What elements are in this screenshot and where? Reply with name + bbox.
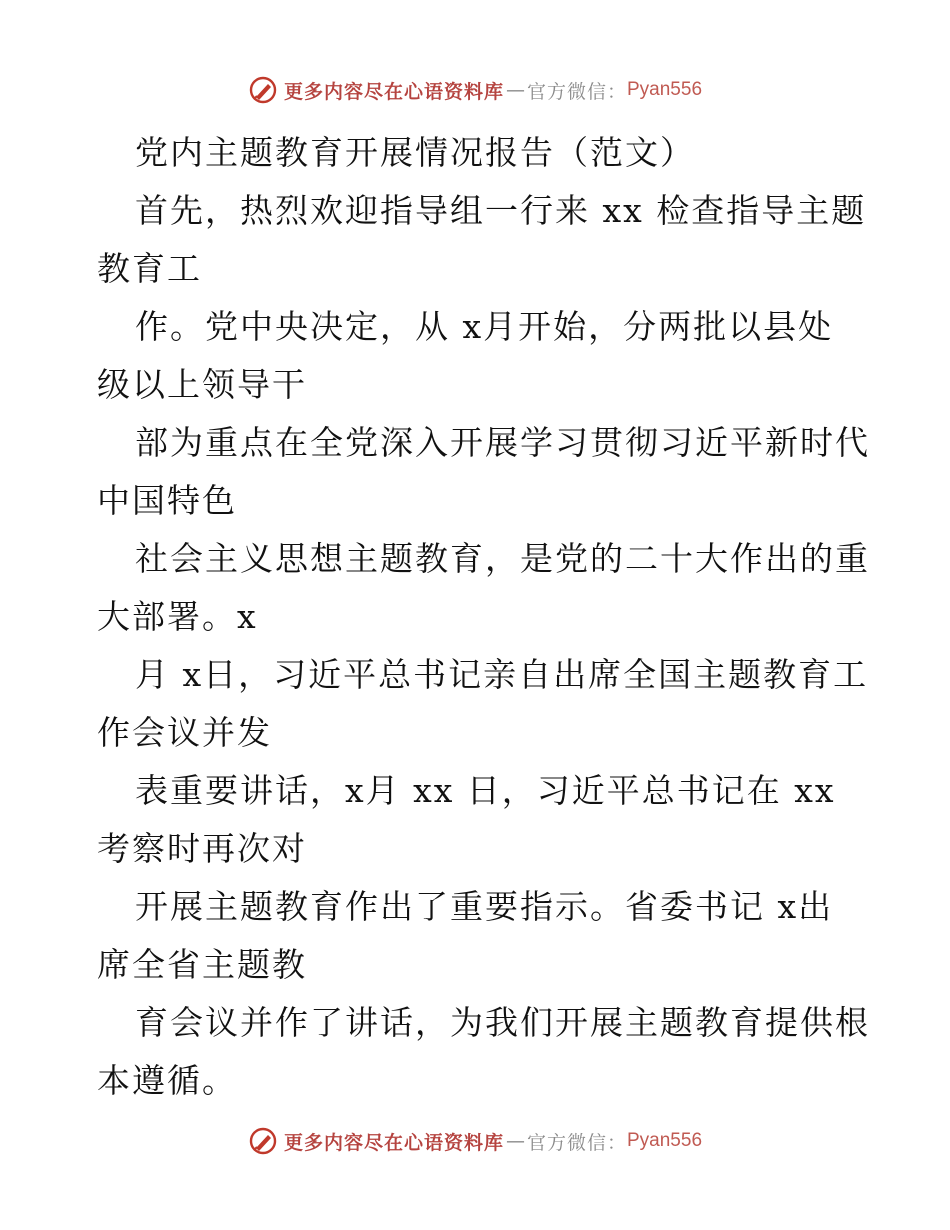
footer-dash: —: [505, 1130, 525, 1152]
header-wechat-id: Pyan556: [627, 79, 703, 100]
paragraph-line: 育会议并作了讲话，为我们开展主题教育提供根: [135, 1003, 870, 1042]
footer-banner: [0, 1121, 950, 1161]
footer-wechat-label: 官方微信：: [526, 1131, 627, 1154]
document-body: [97, 124, 870, 1110]
paragraph-line: 首先，热烈欢迎指导组一行来 xx 检查指导主题: [135, 191, 867, 230]
header-dash: —: [505, 79, 525, 101]
paragraph-line: 作会议并发: [97, 713, 272, 752]
paragraph-line: 社会主义思想主题教育，是党的二十大作出的重: [135, 539, 870, 578]
paragraph-line: 作。党中央决定，从 x月开始，分两批以县处: [135, 307, 834, 346]
header-wechat-label: 官方微信：: [526, 80, 627, 103]
footer-wechat-id: Pyan556: [627, 1130, 703, 1151]
paragraph-line: 月 x日，习近平总书记亲自出席全国主题教育工: [135, 655, 869, 694]
paragraph-line: 本遵循。: [97, 1061, 237, 1100]
paragraph-line: 部为重点在全党深入开展学习贯彻习近平新时代: [135, 423, 870, 462]
footer-promo-text: 更多内容尽在心语资料库: [283, 1131, 504, 1154]
paragraph-line: 中国特色: [97, 481, 237, 520]
paragraph-line: 教育工: [97, 249, 202, 288]
header-promo-text: 更多内容尽在心语资料库: [283, 80, 504, 103]
quill-logo-icon: [248, 1126, 278, 1156]
paragraph-line: 级以上领导干: [97, 365, 307, 404]
paragraph-line: 大部署。x: [97, 597, 258, 636]
paragraph-line: 表重要讲话，x月 xx 日，习近平总书记在 xx: [135, 771, 836, 810]
quill-logo-icon: [248, 75, 278, 105]
paragraph-line: 席全省主题教: [97, 945, 307, 984]
document-title: 党内主题教育开展情况报告（范文）: [135, 133, 695, 172]
paragraph-line: 考察时再次对: [97, 829, 307, 868]
paragraph-line: 开展主题教育作出了重要指示。省委书记 x出: [135, 887, 834, 926]
header-banner: [0, 70, 950, 110]
